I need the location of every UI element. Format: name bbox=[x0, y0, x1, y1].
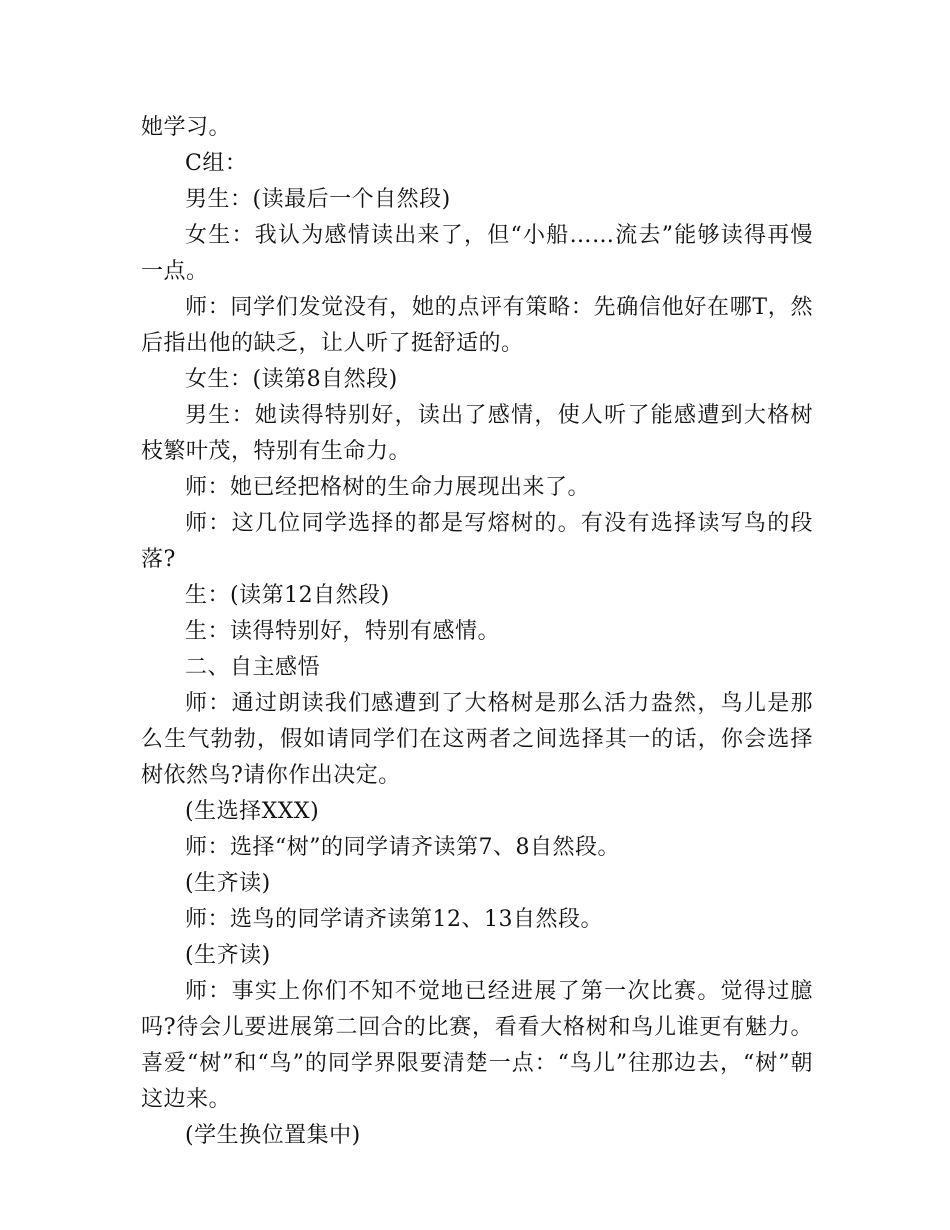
paragraph: 她学习。 bbox=[141, 115, 232, 140]
paragraph: 师：同学们发觉没有，她的点评有策略：先确信他好在哪T，然后指出他的缺乏，让人听了挺舒适的。 bbox=[141, 295, 813, 356]
paragraph: 男生：她读得特别好，读出了感情，使人听了能感遭到大格树枝繁叶茂，特别有生命力。 bbox=[141, 403, 813, 464]
paragraph: 女生：(读第8自然段) bbox=[185, 367, 398, 392]
paragraph: 师：她已经把格树的生命力展现出来了。 bbox=[185, 475, 591, 500]
paragraph: 女生：我认为感情读出来了，但“小船……流去”能够读得再慢一点。 bbox=[141, 223, 813, 284]
paragraph: C组： bbox=[185, 151, 248, 176]
paragraph: 生：读得特别好，特别有感情。 bbox=[185, 619, 501, 644]
paragraph: 男生：(读最后一个自然段) bbox=[185, 187, 451, 212]
paragraph: (生选择XXX) bbox=[185, 799, 320, 824]
paragraph: 师：事实上你们不知不觉地已经进展了第一次比赛。觉得过臆吗?待会儿要进展第二回合的比赛，看看大格树和鸟儿谁更有魅力。喜爱“树”和“鸟”的同学界限要清楚一点：“鸟儿”往那边去，“树”朝这边来。 bbox=[141, 979, 813, 1112]
paragraph: 师：通过朗读我们感遭到了大格树是那么活力盎然，鸟儿是那么生气勃勃，假如请同学们在这两者之间选择其一的话，你会选择树依然鸟?请你作出决定。 bbox=[141, 691, 813, 788]
paragraph: 师：选鸟的同学请齐读第12、13自然段。 bbox=[185, 907, 603, 932]
paragraph: 生：(读第12自然段) bbox=[185, 583, 390, 608]
paragraph: 师：这几位同学选择的都是写熔树的。有没有选择读写鸟的段落? bbox=[141, 511, 813, 572]
paragraph: 师：选择“树”的同学请齐读第7、8自然段。 bbox=[185, 835, 620, 860]
paragraph: (学生换位置集中) bbox=[185, 1123, 361, 1148]
paragraph: (生齐读) bbox=[185, 943, 271, 968]
section-heading: 二、自主感悟 bbox=[185, 655, 321, 680]
paragraph: (生齐读) bbox=[185, 871, 271, 896]
document-body bbox=[141, 110, 813, 1154]
